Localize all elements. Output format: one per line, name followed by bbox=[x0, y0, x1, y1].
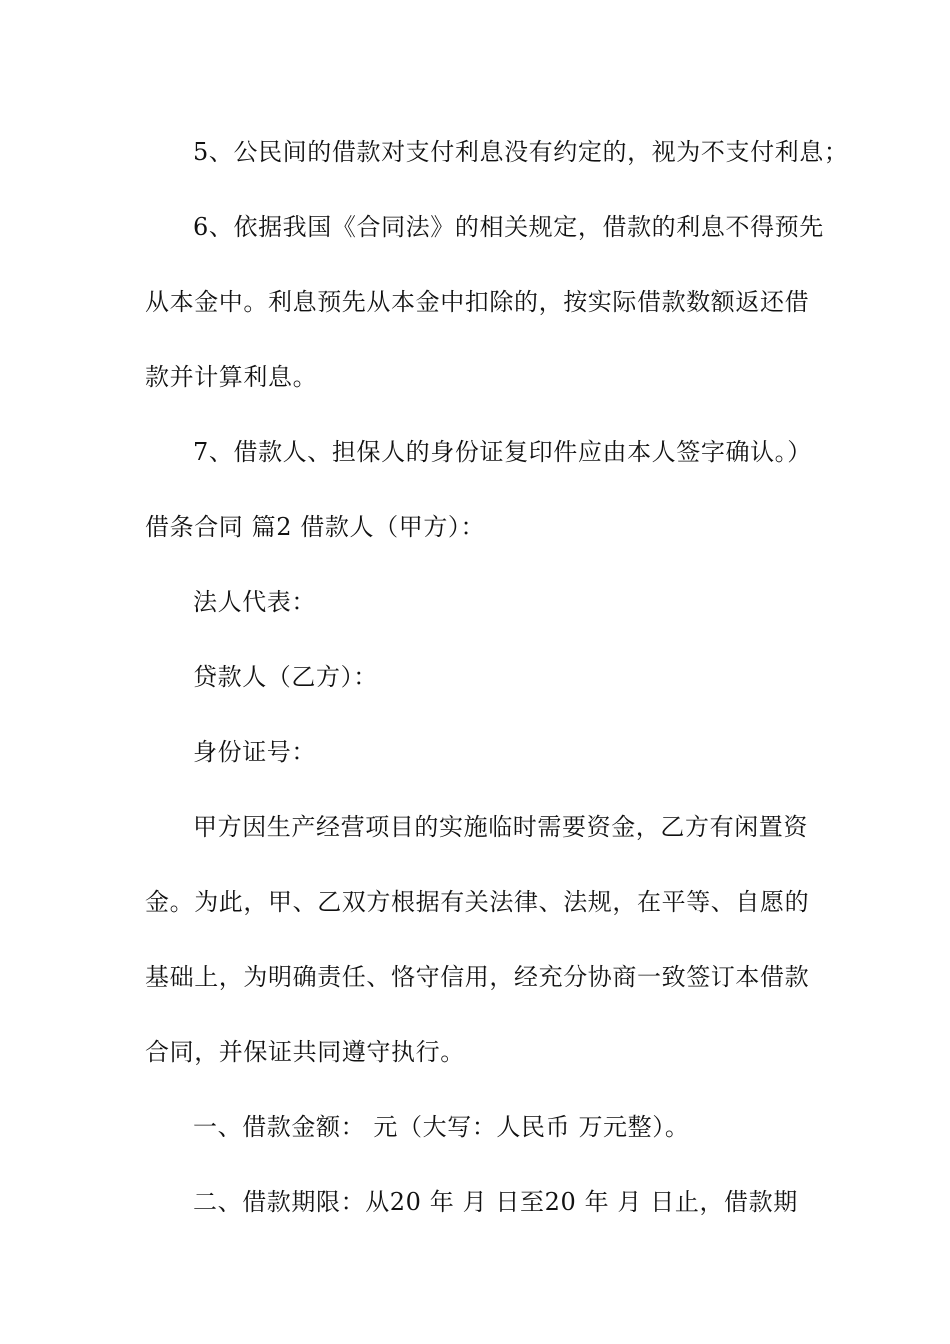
clause-6-line-3: 款并计算利息。 bbox=[145, 363, 318, 391]
legal-representative-line: 法人代表： bbox=[193, 588, 316, 616]
clause-6-line-2: 从本金中。利息预先从本金中扣除的，按实际借款数额返还借 bbox=[145, 288, 810, 316]
clause-5-line: 5、公民间的借款对支付利息没有约定的，视为不支付利息； bbox=[193, 138, 849, 166]
preamble-line-3: 基础上，为明确责任、恪守信用，经充分协商一致签订本借款 bbox=[145, 963, 810, 991]
lender-line: 贷款人（乙方）： bbox=[193, 663, 378, 691]
clause-6-line-1: 6、依据我国《合同法》的相关规定，借款的利息不得预先 bbox=[193, 213, 824, 241]
clause-7-line: 7、借款人、担保人的身份证复印件应由本人签字确认。） bbox=[193, 438, 812, 466]
loan-term-line: 二、借款期限：从20 年 月 日至20 年 月 日止，借款期 bbox=[193, 1188, 798, 1216]
preamble-line-1: 甲方因生产经营项目的实施临时需要资金，乙方有闲置资 bbox=[193, 813, 808, 841]
preamble-line-2: 金。为此，甲、乙双方根据有关法律、法规，在平等、自愿的 bbox=[145, 888, 810, 916]
section-heading-line: 借条合同 篇2 借款人（甲方）： bbox=[145, 513, 486, 541]
id-number-line: 身份证号： bbox=[193, 738, 316, 766]
loan-amount-line: 一、借款金额： 元（大写：人民币 万元整）。 bbox=[193, 1113, 690, 1141]
preamble-line-4: 合同，并保证共同遵守执行。 bbox=[145, 1038, 465, 1066]
